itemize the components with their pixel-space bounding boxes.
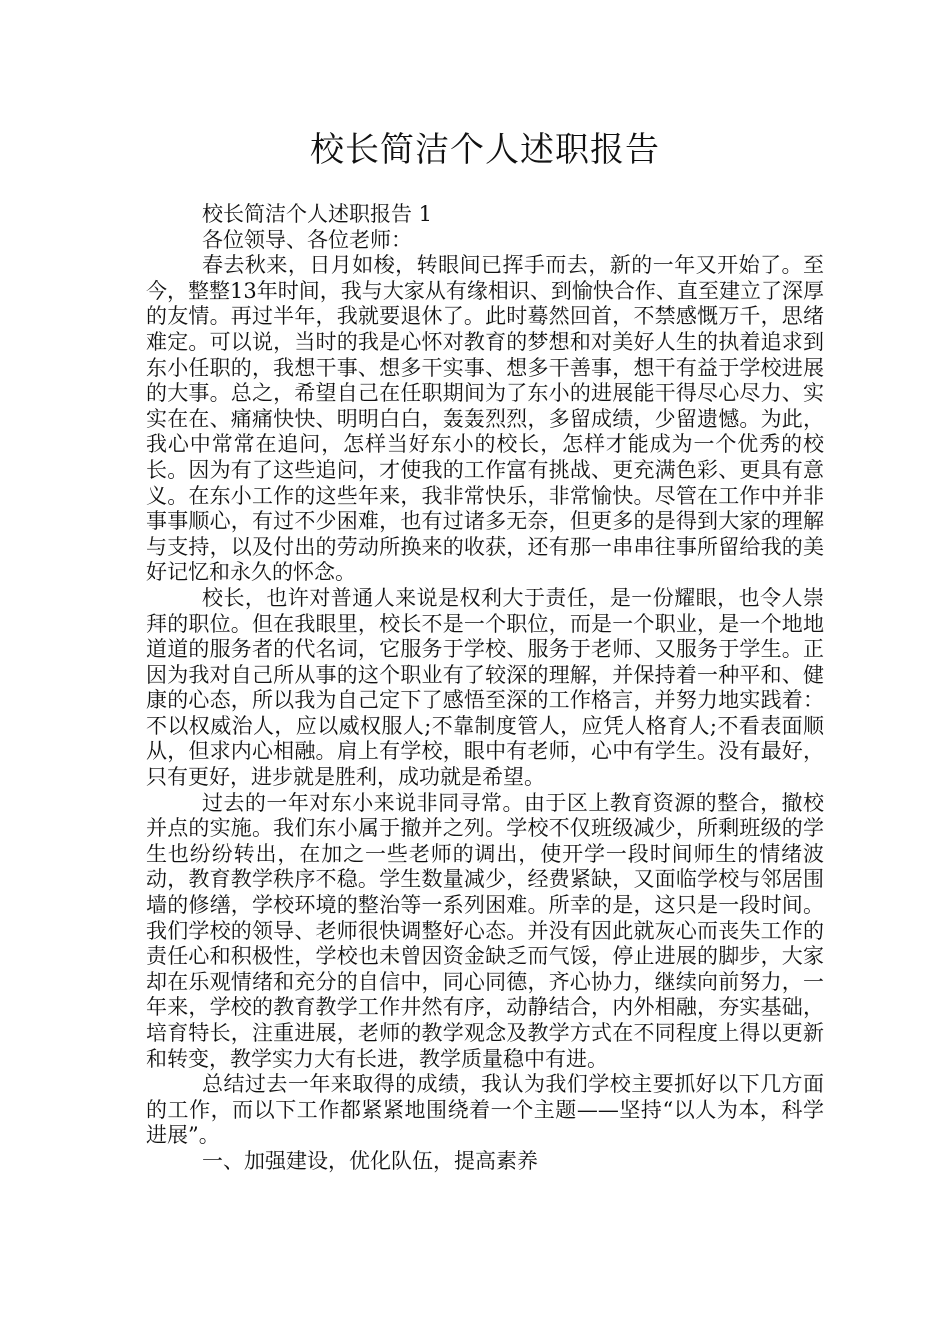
salutation: 各位领导、各位老师： — [202, 227, 412, 252]
report-subtitle: 校长简洁个人述职报告 1 — [202, 202, 433, 226]
paragraph-2: 校长，也许对普通人来说是权利大于责任，是一份耀眼，也令人崇拜的职位。但在我眼里，校长不是一个职位，而是一个职业，是一个地地道道的服务者的代名词，它服务于学校、服务于老师、又服务于学生。正因为我对自己所从事的这个职业有了较深的理解，并保持着一种平和、健康的心态，所以我为自己定下了感悟至深的工作格言，并努力地实践着：不以权威治人，应以威权服人;不靠制度管人，应凭人格育人;不看表面顺从，但求内心相融。肩上有学校，眼中有老师，心中有学生。没有最好，只有更好，进步就是胜利，成功就是希望。 — [146, 585, 824, 790]
paragraph-4: 总结过去一年来取得的成绩，我认为我们学校主要抓好以下几方面的工作，而以下工作都紧紧地围绕着一个主题——坚持“以人为本，科学进展”。 — [146, 1072, 824, 1148]
paragraph-1: 春去秋来，日月如梭，转眼间已挥手而去，新的一年又开始了。至今，整整13年时间，我与大家从有缘相识、到愉快合作、直至建立了深厚的友情。再过半年，我就要退休了。此时蓦然回首，不禁感慨万千，思绪难定。可以说，当时的我是心怀对教育的梦想和对美好人生的执着追求到东小任职的，我想干事、想多干实事、想多干善事，想干有益于学校进展的大事。总之，希望自己在任职期间为了东小的进展能干得尽心尽力、实实在在、痛痛快快、明明白白，轰轰烈烈，多留成绩，少留遗憾。为此，我心中常常在追问，怎样当好东小的校长，怎样才能成为一个优秀的校长。因为有了这些追问，才使我的工作富有挑战、更充满色彩、更具有意义。在东小工作的这些年来，我非常快乐，非常愉快。尽管在工作中并非事事顺心，有过不少困难，也有过诸多无奈，但更多的是得到大家的理解与支持，以及付出的劳动所换来的收获，还有那一串串往事所留给我的美好记忆和永久的怀念。 — [146, 253, 824, 585]
document-page — [146, 128, 824, 1175]
paragraph-3: 过去的一年对东小来说非同寻常。由于区上教育资源的整合，撤校并点的实施。我们东小属于撤并之列。学校不仅班级减少，所剩班级的学生也纷纷转出，在加之一些老师的调出，使开学一段时间师生的情绪波动，教育教学秩序不稳。学生数量减少，经费紧缺，又面临学校与邻居围墙的修缮，学校环境的整治等一系列困难。所幸的是，这只是一段时间。我们学校的领导、老师很快调整好心态。并没有因此就灰心而丧失工作的责任心和积极性，学校也未曾因资金缺乏而气馁，停止进展的脚步，大家却在乐观情绪和充分的自信中，同心同德，齐心协力，继续向前努力，一年来，学校的教育教学工作井然有序，动静结合，内外相融，夯实基础，培育特长，注重进展，老师的教学观念及教学方式在不同程度上得以更新和转变，教学实力大有长进，教学质量稳中有进。 — [146, 790, 824, 1071]
document-body — [146, 202, 824, 1175]
document-title: 校长简洁个人述职报告 — [310, 130, 660, 170]
section-heading: 一、加强建设，优化队伍，提高素养 — [202, 1148, 538, 1173]
